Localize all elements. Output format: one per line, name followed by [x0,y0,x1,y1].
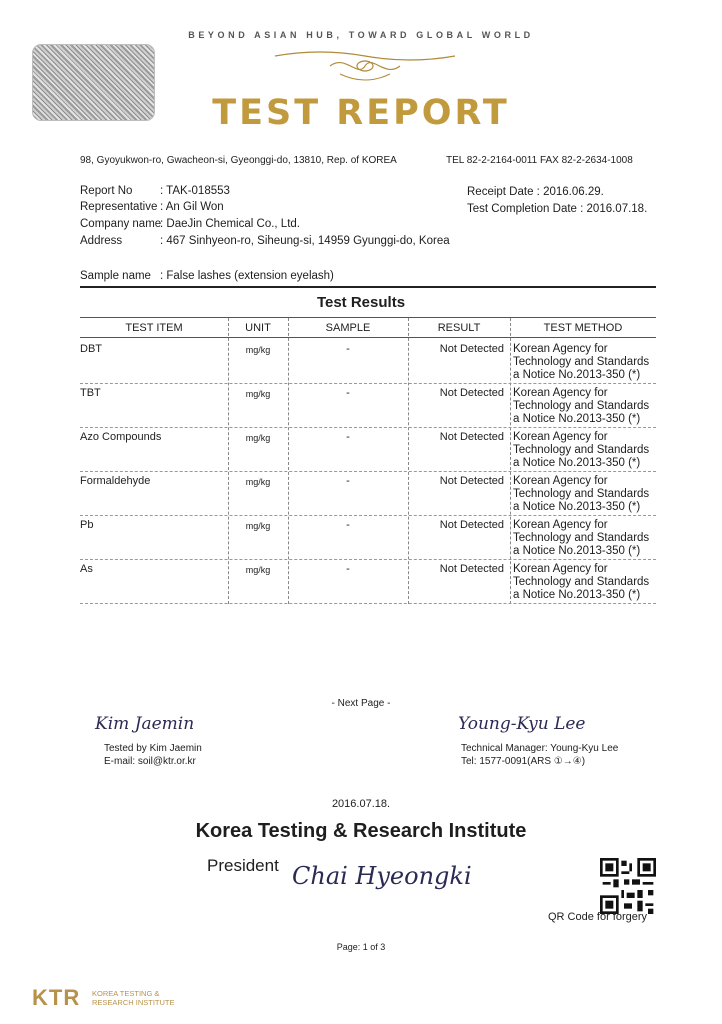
divider [80,286,656,288]
row-sample: - [346,519,350,531]
row-method: Korean Agency for Technology and Standards a Notice No.2013-350 (*) [513,431,650,469]
tester-signature: Kim Jaemin [95,714,195,734]
column-divider [510,318,511,604]
manager-signature: Young-Kyu Lee [458,714,586,734]
row-unit: mg/kg [245,389,271,399]
tester-email: E-mail: soil@ktr.or.kr [104,756,196,767]
table-top-rule [80,317,656,318]
row-unit: mg/kg [245,521,271,531]
row-test-item: As [80,563,93,575]
row-unit: mg/kg [245,565,271,575]
ktr-logo-subtitle: KOREA TESTING & RESEARCH INSTITUTE [92,989,175,1007]
row-divider [80,559,656,560]
row-result: Not Detected [439,343,504,355]
report-no-value: : TAK-018553 [160,185,230,197]
row-method: Korean Agency for Technology and Standards a Notice No.2013-350 (*) [513,519,650,557]
tested-by: Tested by Kim Jaemin [104,743,202,754]
row-result: Not Detected [439,563,504,575]
institute-contact: TEL 82-2-2164-0011 FAX 82-2-2634-1008 [446,155,633,166]
president-label: President [207,856,279,875]
issue-date: 2016.07.18. [331,798,391,810]
representative-label: Representative [80,201,158,213]
receipt-date: Receipt Date : 2016.06.29. [467,186,604,198]
table-header-rule [80,337,656,338]
qr-code-icon[interactable] [600,858,656,914]
row-result: Not Detected [439,519,504,531]
sample-value: : False lashes (extension eyelash) [160,270,334,282]
report-no-label: Report No [80,185,133,197]
row-divider [80,515,656,516]
completion-date: Test Completion Date : 2016.07.18. [467,203,648,215]
row-unit: mg/kg [245,433,271,443]
representative-value: : An Gil Won [160,201,224,213]
address-value: : 467 Sinhyeon-ro, Siheung-si, 14959 Gyunggi-do, Korea [160,235,450,247]
column-divider [408,318,409,604]
ktr-logo: KTR [32,985,81,1010]
row-method: Korean Agency for Technology and Standards a Notice No.2013-350 (*) [513,563,650,601]
row-test-item: Pb [80,519,94,531]
institute-address: 98, Gyoyukwon-ro, Gwacheon-si, Gyeonggi-do, 13810, Rep. of KOREA [80,155,397,166]
row-sample: - [346,475,350,487]
slogan: BEYOND ASIAN HUB, TOWARD GLOBAL WORLD [188,30,534,40]
sample-label: Sample name [80,270,151,282]
row-sample: - [346,563,350,575]
row-sample: - [346,387,350,399]
col-test-method: TEST METHOD [543,322,623,334]
address-label: Address [80,235,123,247]
row-divider [80,427,656,428]
row-sample: - [346,343,350,355]
row-unit: mg/kg [245,477,271,487]
row-result: Not Detected [439,387,504,399]
row-unit: mg/kg [245,345,271,355]
row-test-item: Azo Compounds [80,431,162,443]
row-test-item: Formaldehyde [80,475,151,487]
row-method: Korean Agency for Technology and Standards a Notice No.2013-350 (*) [513,343,650,381]
page-title: TEST REPORT [212,93,510,133]
technical-manager: Technical Manager: Young-Kyu Lee [461,743,619,754]
col-test-item: TEST ITEM [125,322,183,334]
company-label: Company name [80,218,162,230]
column-divider [228,318,229,604]
ornament-flourish [270,44,460,90]
test-results-heading: Test Results [316,294,406,311]
col-sample: SAMPLE [325,322,371,334]
qr-caption: QR Code for forgery [548,911,648,923]
row-divider [80,471,656,472]
column-divider [288,318,289,604]
row-result: Not Detected [439,431,504,443]
row-sample: - [346,431,350,443]
row-test-item: TBT [80,387,101,399]
row-method: Korean Agency for Technology and Standards a Notice No.2013-350 (*) [513,387,650,425]
president-signature: Chai Hyeongki [292,862,472,890]
page-number: Page: 1 of 3 [336,942,386,952]
manager-tel: Tel: 1577-0091(ARS ①→④) [461,756,586,767]
institute-name: Korea Testing & Research Institute [195,820,527,842]
row-divider [80,603,656,604]
row-test-item: DBT [80,343,102,355]
row-method: Korean Agency for Technology and Standards a Notice No.2013-350 (*) [513,475,650,513]
row-result: Not Detected [439,475,504,487]
col-result: RESULT [437,322,481,334]
company-value: : DaeJin Chemical Co., Ltd. [160,218,300,230]
next-page-note: - Next Page - [331,698,391,709]
col-unit: UNIT [245,322,271,334]
row-divider [80,383,656,384]
